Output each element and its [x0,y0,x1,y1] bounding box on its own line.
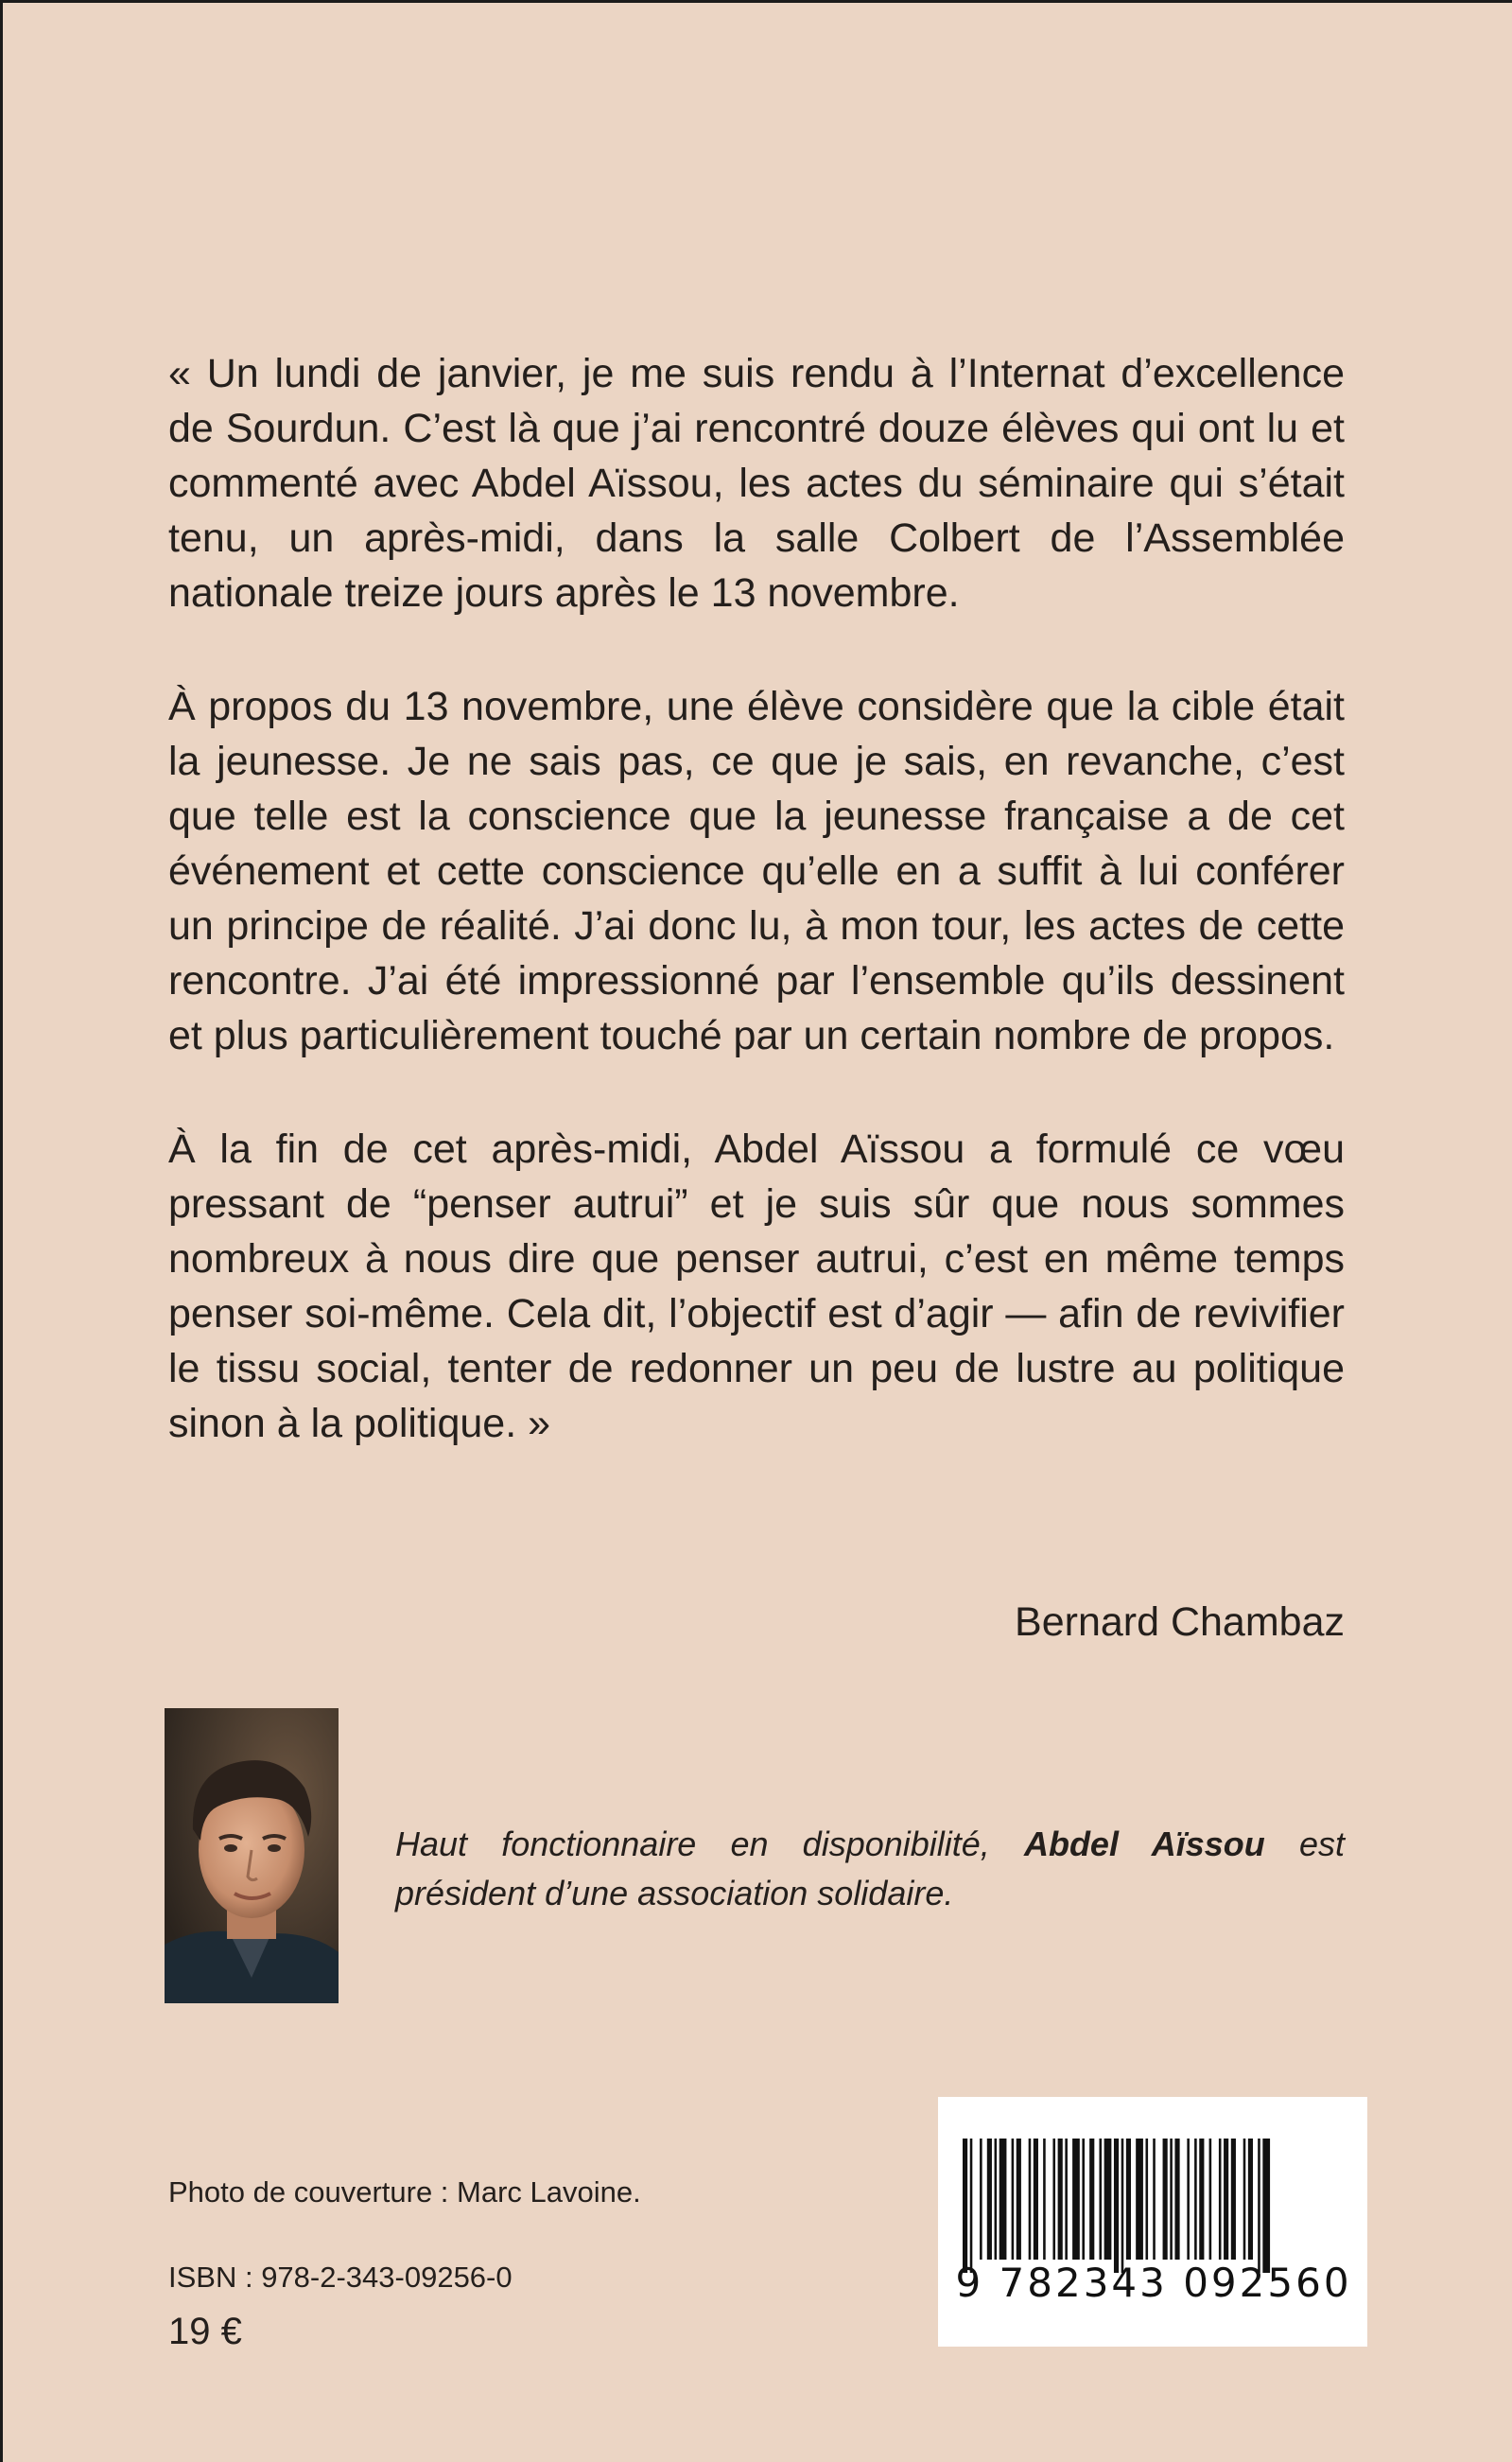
author-name: Abdel Aïssou [1023,1825,1265,1863]
quote-paragraph-1: « Un lundi de janvier, je me suis rendu à l’Internat d’excellence de Sourdun. C’est là que j’ai rencontré douze élèves qui ont lu et commenté avec Abdel Aïssou, les actes du séminaire qui s’était tenu, un après-midi, dans la salle Colbert de l’Assemblée nationale treize jours après le 13 novembre. [168,351,1345,616]
barcode-bar [980,2139,982,2260]
cover-photo-credit: Photo de couverture : Marc Lavoine. [168,2175,641,2209]
barcode-bar [999,2139,1007,2260]
barcode-bar [1187,2139,1190,2260]
barcode-bar [970,2139,973,2273]
barcode-bar [1012,2139,1015,2260]
barcode-bar [987,2139,992,2260]
author-bio-role: est président d’une association solidaire. [395,1825,1345,1912]
barcode-bar [1065,2139,1068,2260]
barcode-bar [1121,2139,1124,2273]
barcode-bar [963,2139,967,2273]
barcode-bar [1209,2139,1212,2260]
barcode-bar [1153,2139,1156,2260]
quote-signature: Bernard Chambaz [1015,1599,1345,1645]
barcode-bar [1104,2139,1112,2260]
barcode-bar [1219,2139,1222,2260]
barcode-bar [1052,2139,1055,2260]
barcode-bar [1231,2139,1236,2260]
barcode-digits: 9 782343 092560 [955,2260,1352,2306]
author-portrait [165,1708,339,2003]
barcode-bar [1199,2139,1204,2260]
quote-paragraph-2: À propos du 13 novembre, une élève considère que la cible était la jeunesse. Je ne sais pas, ce que je sais, en revanche, c’est que telle est la conscience que la jeunesse française a de cet événement et cette conscience qu’elle en a suffit à lui conférer un principe de réalité. J’ai donc lu, à mon tour, les actes de cette rencontre. J’ai été impressionné par l’ensemble qu’ils dessinent et plus particulièrement touché par un certain nombre de propos. [168,684,1345,1058]
isbn-number: ISBN : 978-2-343-09256-0 [168,2261,513,2294]
barcode-bar [1146,2139,1149,2260]
author-bio-intro: Haut fonctionnaire en disponibilité, [395,1825,990,1863]
barcode-bar [1089,2139,1094,2260]
barcode-bar [995,2139,998,2260]
barcode-bar [1163,2139,1168,2260]
barcode-bar [1194,2139,1197,2260]
barcode [938,2097,1367,2347]
barcode-bar [1114,2139,1119,2273]
barcode-bar [1029,2139,1032,2260]
barcode-bar [1082,2139,1085,2260]
quote-paragraph-3: À la fin de cet après-midi, Abdel Aïssou a formulé ce vœu pressant de “penser autrui” et je suis sûr que nous sommes nombreux à nous dire que penser autrui, c’est en même temps penser soi-même. Cela dit, l’objectif est d’agir — afin de revivifier le tissu social, tenter de redonner un peu de lustre au politique sinon à la politique. » [168,1126,1345,1446]
back-cover-quote [168,346,1345,1510]
barcode-bar [1072,2139,1080,2260]
author-bio [395,1820,1345,1918]
barcode-bar [1174,2139,1179,2260]
barcode-bar [1248,2139,1253,2260]
barcode-bar [1017,2139,1021,2260]
book-price: 19 € [168,2311,242,2352]
barcode-bar [1126,2139,1131,2260]
top-border-line [0,0,1512,3]
barcode-bar [1170,2139,1173,2260]
barcode-bar [1136,2139,1143,2260]
barcode-bars [959,2139,1347,2273]
barcode-bar [1258,2139,1260,2273]
barcode-bar [1099,2139,1102,2260]
barcode-bar [1058,2139,1063,2260]
left-border-line [0,0,3,2462]
barcode-bar [1262,2139,1270,2273]
barcode-bar [1224,2139,1228,2260]
barcode-bar [1043,2139,1046,2260]
barcode-bar [1034,2139,1038,2260]
barcode-bar [1243,2139,1246,2260]
